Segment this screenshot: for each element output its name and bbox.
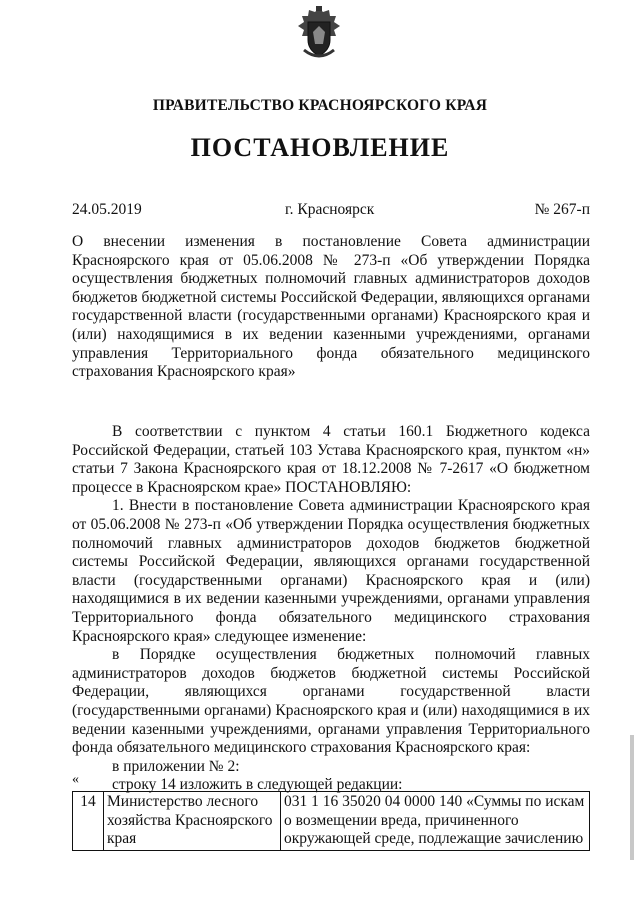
open-quote-mark: « xyxy=(72,772,79,787)
document-number: № 267-п xyxy=(534,201,590,218)
document-body xyxy=(72,423,590,795)
body-paragraph-clause-1: 1. Внести в постановление Совета администрации Красноярского края от 05.06.2008 № 273-п «Об утверждении Порядка осуществления бюджетных полномочий главных администраторов доходов бюджетов бюджетной системы Российской Федерации, являющихся органами государственной власти (государственными органами) Красноярского края и (или) находящимися в их ведении казенными учреждениями, органами управления Территориального фонда обязательного медицинского страхования Красноярского края» следующее изменение: xyxy=(72,497,590,645)
amendment-table xyxy=(72,791,590,851)
coat-of-arms-emblem xyxy=(296,6,342,64)
organization-cell: Министерство лесного хозяйства Красноярского края xyxy=(104,792,281,851)
document-meta-line xyxy=(72,201,590,221)
body-paragraph-preamble: В соответствии с пунктом 4 статьи 160.1 Бюджетного кодекса Российской Федерации, статьей 103 Устава Красноярского края, пунктом «н» статьи 7 Закона Красноярского края от 18.12.2008 № 7-2617 «О бюджетном процессе в Красноярском крае» ПОСТАНОВЛЯЮ: xyxy=(72,423,590,496)
row-number-cell: 14 xyxy=(73,792,104,851)
description-cell: 031 1 16 35020 04 0000 140 «Суммы по искам о возмещении вреда, причиненного окружающей среде, подлежащие зачислению xyxy=(281,792,590,851)
table-row xyxy=(73,792,590,851)
document-date: 24.05.2019 xyxy=(72,201,142,218)
body-paragraph-order: в Порядке осуществления бюджетных полномочий главных администраторов доходов бюджетов бюджетной системы Российской Федерации, являющихся органами государственной власти (государственными органами) Красноярского края и (или) находящимися в их ведении казенными учреждениями, органами управления Территориального фонда обязательного медицинского страхования Красноярского края: xyxy=(72,646,590,757)
document-subject xyxy=(72,233,590,382)
government-name: ПРАВИТЕЛЬСТВО КРАСНОЯРСКОГО КРАЯ xyxy=(152,97,488,114)
document-city: г. Красноярск xyxy=(285,201,375,218)
body-paragraph-appendix: в приложении № 2: xyxy=(112,757,240,775)
document-type-title: ПОСТАНОВЛЕНИЕ xyxy=(190,133,450,162)
body-paragraph-instruction: строку 14 изложить в следующей редакции: xyxy=(112,776,403,794)
subject-text: О внесении изменения в постановление Совета администрации Красноярского края от 05.06.2008 № 273-п «Об утверждении Порядка осуществления бюджетных полномочий главных администраторов доходов бюджетов бюджетной системы Российской Федерации, являющихся органами государственной власти (государственными органами) Красноярского края и (или) находящимися в их ведении казенными учреждениями, органами управления Территориального фонда обязательного медицинского страхования Красноярского края» xyxy=(72,233,590,381)
scan-edge-mark xyxy=(630,735,634,860)
